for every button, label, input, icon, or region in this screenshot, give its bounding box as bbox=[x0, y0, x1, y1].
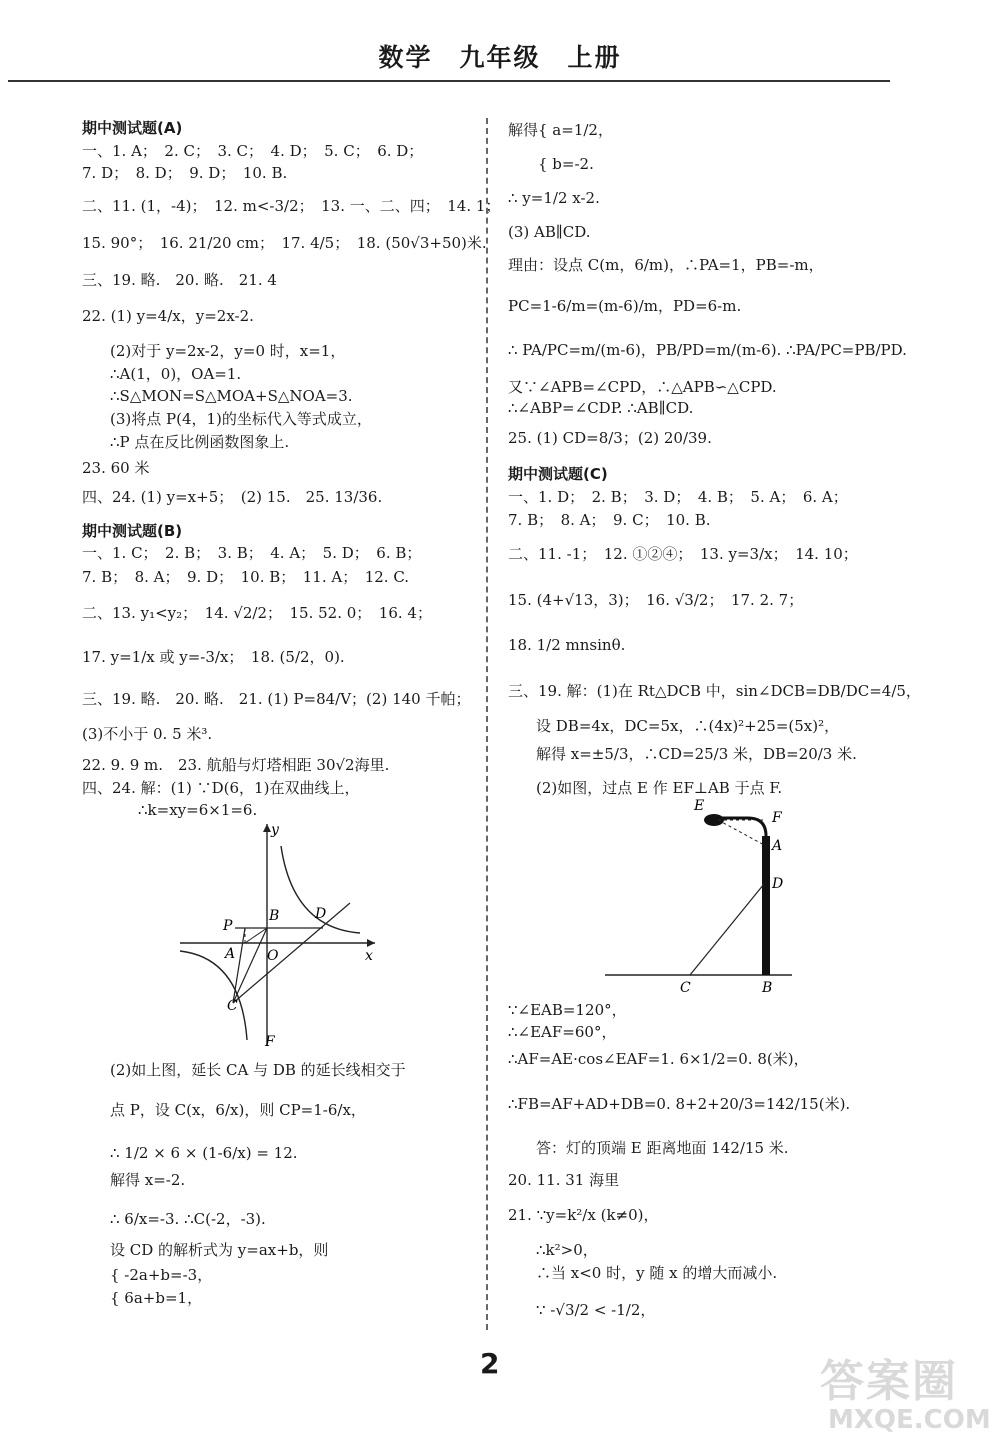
answer-line: 设 DB=4x，DC=5x，∴(4x)²+25=(5x)²， bbox=[536, 717, 840, 735]
label-C2: C bbox=[680, 980, 691, 996]
label-B: B bbox=[269, 908, 280, 924]
answer-line: ∴当 x<0 时，y 随 x 的增大而减小. bbox=[536, 1264, 778, 1282]
answer-line: ∴FB=AF+AD+DB=0. 8+2+20/3=142/15(米). bbox=[508, 1095, 851, 1113]
label-y: y bbox=[271, 822, 279, 838]
label-x: x bbox=[365, 948, 373, 964]
answer-line: ∴AF=AE·cos∠EAF=1. 6×1/2=0. 8(米)， bbox=[508, 1050, 809, 1068]
answer-line: 7. D； 8. D； 9. D； 10. B. bbox=[82, 164, 288, 182]
section-heading: 期中测试题(C) bbox=[508, 465, 608, 483]
label-F: F bbox=[265, 1034, 275, 1050]
label-E: E bbox=[694, 798, 705, 814]
label-B2: B bbox=[762, 980, 773, 996]
answer-line: 18. 1/2 mnsinθ. bbox=[508, 636, 626, 654]
page-number: 2 bbox=[480, 1347, 500, 1380]
label-A: A bbox=[225, 946, 236, 962]
answer-line: 一、1. C； 2. B； 3. B； 4. A； 5. D； 6. B； bbox=[82, 544, 422, 562]
answer-line: (2)如图，过点 E 作 EF⊥AB 于点 F. bbox=[536, 779, 783, 797]
watermark-url: MXQE.COM bbox=[828, 1405, 991, 1435]
answer-line: 21. ∵y=k²/x (k≠0)， bbox=[508, 1206, 659, 1224]
answer-line: 25. (1) CD=8/3；(2) 20/39. bbox=[508, 429, 712, 447]
answer-line: PC=1-6/m=(m-6)/m，PD=6-m. bbox=[508, 297, 742, 315]
answer-line: ∴A(1，0)，OA=1. bbox=[110, 365, 242, 383]
label-D2: D bbox=[772, 876, 784, 892]
answer-line: 解得{ a=1/2， bbox=[508, 121, 613, 139]
answer-line: 20. 11. 31 海里 bbox=[508, 1171, 620, 1189]
answer-line: 点 P，设 C(x，6/x)，则 CP=1-6/x， bbox=[110, 1101, 366, 1119]
answer-line: 7. B； 8. A； 9. C； 10. B. bbox=[508, 511, 711, 529]
watermark-logo: 答案圈 bbox=[820, 1356, 958, 1407]
answer-line: ∴∠EAF=60°， bbox=[508, 1023, 617, 1041]
lamp-figure bbox=[600, 796, 800, 996]
section-heading: 期中测试题(A) bbox=[82, 119, 183, 137]
answer-line: ∴k²>0， bbox=[536, 1241, 598, 1259]
answer-line: ∴S△MON=S△MOA+S△NOA=3. bbox=[110, 387, 353, 405]
label-F2: F bbox=[772, 810, 782, 826]
answer-line: ∴P 点在反比例函数图象上. bbox=[110, 433, 290, 451]
label-D: D bbox=[315, 906, 327, 922]
answer-line: 二、11. (1，-4)； 12. m<-3/2； 13. 一、二、四； 14. 1； bbox=[82, 197, 501, 215]
page-header: 数学 九年级 上册 bbox=[378, 43, 622, 72]
answer-line: ∴ 1/2 × 6 × (1-6/x) = 12. bbox=[110, 1144, 298, 1162]
answer-line: (2)对于 y=2x-2，y=0 时，x=1， bbox=[110, 342, 346, 360]
label-A2: A bbox=[772, 838, 783, 854]
answer-line: 二、11. -1； 12. ①②④； 13. y=3/x； 14. 10； bbox=[508, 545, 858, 563]
answer-line: 答：灯的顶端 E 距离地面 142/15 米. bbox=[536, 1139, 789, 1157]
answer-line: { -2a+b=-3， bbox=[110, 1266, 213, 1284]
answer-line: 23. 60 米 bbox=[82, 459, 150, 477]
answer-line: 一、1. D； 2. B； 3. D； 4. B； 5. A； 6. A； bbox=[508, 488, 848, 506]
answer-line: 二、13. y₁<y₂； 14. √2/2； 15. 52. 0； 16. 4； bbox=[82, 604, 432, 622]
answer-line: 三、19. 解：(1)在 Rt△DCB 中，sin∠DCB=DB/DC=4/5， bbox=[508, 682, 921, 700]
answer-line: 又∵∠APB=∠CPD，∴△APB∽△CPD. bbox=[508, 378, 777, 396]
answer-line: 设 CD 的解析式为 y=ax+b，则 bbox=[110, 1241, 329, 1259]
answer-line: (3) AB∥CD. bbox=[508, 223, 591, 241]
answer-line: (3)不小于 0. 5 米³. bbox=[82, 725, 213, 743]
answer-line: 15. 90°； 16. 21/20 cm； 17. 4/5； 18. (50√3+50)米. bbox=[82, 234, 487, 252]
answer-line: 15. (4+√13，3)； 16. √3/2； 17. 2. 7； bbox=[508, 591, 804, 609]
answer-line: 17. y=1/x 或 y=-3/x； 18. (5/2，0). bbox=[82, 648, 345, 666]
answer-line: ∴∠ABP=∠CDP. ∴AB∥CD. bbox=[508, 399, 694, 417]
answer-line: ∴ y=1/2 x-2. bbox=[508, 189, 600, 207]
answer-line: ∵∠EAB=120°， bbox=[508, 1001, 627, 1019]
label-O: O bbox=[267, 948, 279, 964]
answer-line: 一、1. A； 2. C； 3. C； 4. D； 5. C； 6. D； bbox=[82, 142, 424, 160]
answer-line: ∴k=xy=6×1=6. bbox=[138, 801, 258, 819]
hyperbola-figure bbox=[175, 818, 385, 1050]
answer-line: 理由：设点 C(m，6/m)，∴PA=1，PB=-m， bbox=[508, 256, 824, 274]
answer-line: 解得 x=-2. bbox=[110, 1171, 186, 1189]
answer-line: 解得 x=±5/3，∴CD=25/3 米，DB=20/3 米. bbox=[536, 745, 857, 763]
answer-line: ∴ 6/x=-3. ∴C(-2，-3). bbox=[110, 1210, 266, 1228]
label-P: P bbox=[223, 918, 233, 934]
answer-line: 三、19. 略. 20. 略. 21. (1) P=84/V；(2) 140 千帕； bbox=[82, 690, 471, 708]
answer-line: 7. B； 8. A； 9. D； 10. B； 11. A； 12. C. bbox=[82, 568, 410, 586]
section-heading: 期中测试题(B) bbox=[82, 522, 183, 540]
answer-line: { b=-2. bbox=[508, 155, 594, 173]
answer-line: (2)如上图，延长 CA 与 DB 的延长线相交于 bbox=[110, 1061, 406, 1079]
answer-line: 22. 9. 9 m. 23. 航船与灯塔相距 30√2海里. bbox=[82, 756, 390, 774]
answer-line: (3)将点 P(4，1)的坐标代入等式成立， bbox=[110, 410, 372, 428]
answer-line: 22. (1) y=4/x，y=2x-2. bbox=[82, 307, 254, 325]
label-C: C bbox=[227, 998, 238, 1014]
answer-line: 四、24. (1) y=x+5； (2) 15. 25. 13/36. bbox=[82, 488, 383, 506]
answer-line: ∵ -√3/2 < -1/2， bbox=[536, 1301, 656, 1319]
answer-line: { 6a+b=1， bbox=[110, 1289, 203, 1307]
column-divider bbox=[486, 118, 488, 1330]
header-rule bbox=[8, 80, 890, 82]
answer-line: 四、24. 解：(1) ∵D(6，1)在双曲线上， bbox=[82, 779, 360, 797]
answer-line: ∴ PA/PC=m/(m-6)，PB/PD=m/(m-6). ∴PA/PC=PB/PD. bbox=[508, 341, 907, 359]
answer-line: 三、19. 略. 20. 略. 21. 4 bbox=[82, 271, 277, 289]
